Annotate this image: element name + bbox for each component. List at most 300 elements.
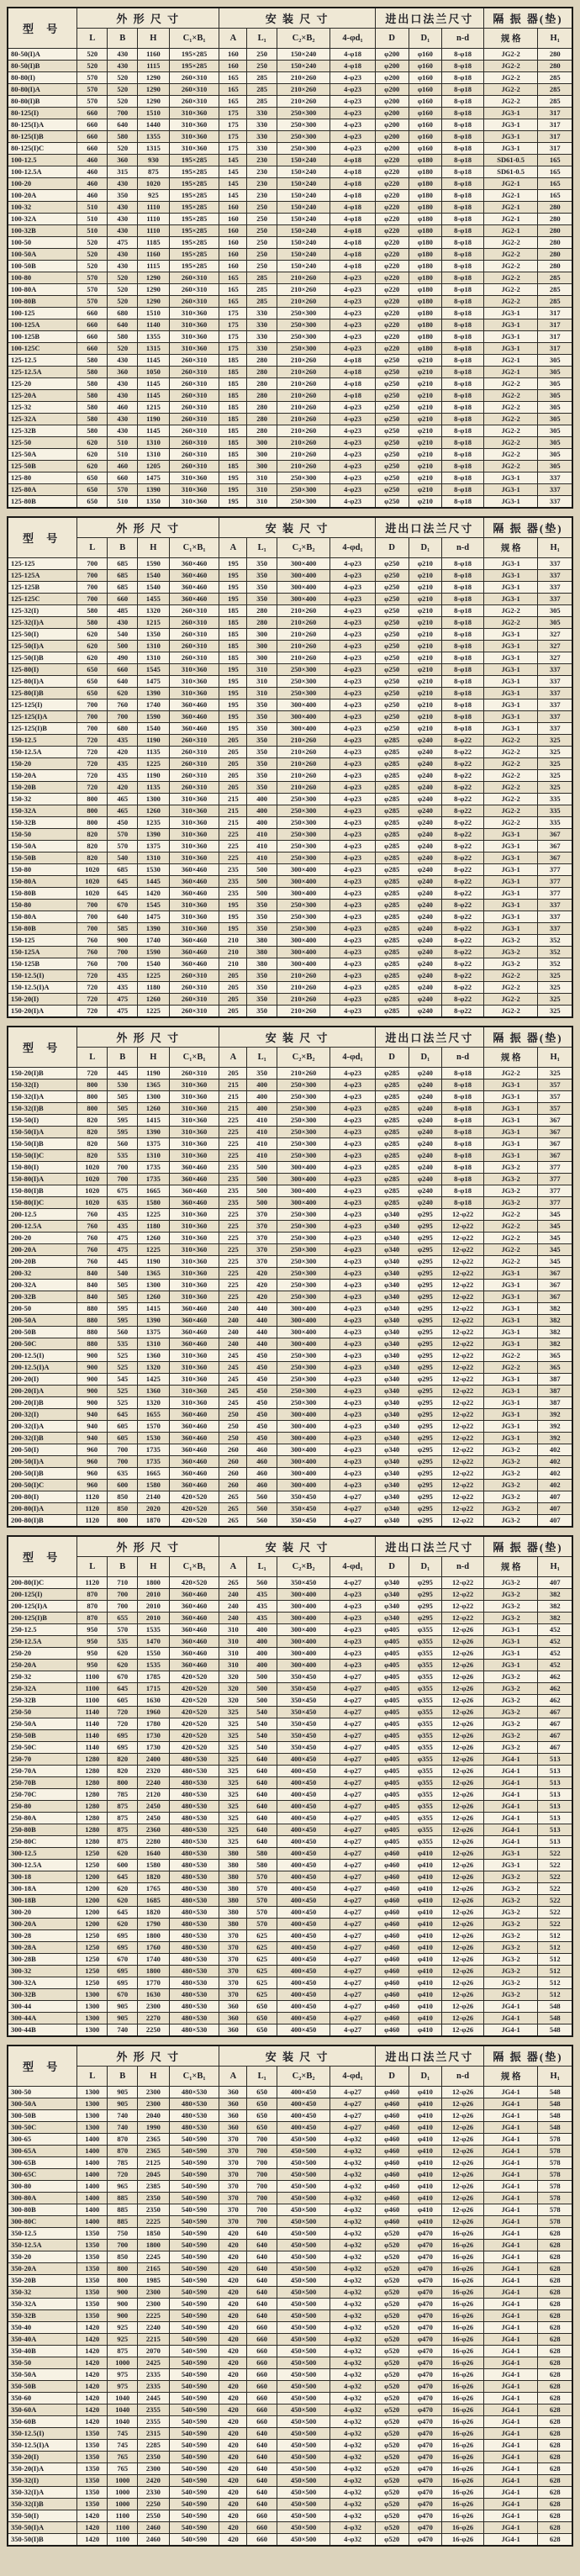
cell-model: 125-80B: [8, 496, 77, 509]
cell-D: φ285: [375, 1091, 409, 1103]
cell-C1xB1: 260×310: [169, 970, 219, 982]
cell-B: 475: [108, 1006, 138, 1018]
header-group-outline: 外 形 尺 寸: [77, 1027, 219, 1048]
cell-L: 1400: [77, 2204, 108, 2216]
table-row: [8, 1433, 572, 1444]
cell-L: 1420: [77, 2522, 108, 2534]
cell-L: 760: [77, 1233, 108, 1244]
cell-n-d: 8-φ22: [442, 735, 484, 747]
cell-A: 310: [219, 1636, 247, 1648]
cell-4-phi-d1: 4-φ18: [330, 355, 376, 367]
cell-spec: JG2-1: [483, 190, 538, 202]
cell-C1xB1: 195×285: [169, 237, 219, 249]
cell-n-d: 12-φ22: [442, 1280, 484, 1291]
cell-A: 225: [219, 1244, 247, 1256]
cell-L1: 580: [247, 1848, 277, 1860]
cell-4-phi-d1: 4-φ27: [330, 2122, 376, 2134]
table-row: [8, 1919, 572, 1930]
table-row: [8, 1150, 572, 1162]
cell-n-d: 16-φ26: [442, 2499, 484, 2510]
cell-n-d: 12-φ26: [442, 1871, 484, 1883]
cell-A: 420: [219, 2404, 247, 2416]
cell-D: φ460: [375, 1954, 409, 1966]
cell-model: 150-20: [8, 758, 77, 770]
cell-H: 1990: [138, 2122, 170, 2134]
cell-spec: JG3-1: [483, 343, 538, 355]
cell-C2xB2: 300×400: [277, 1636, 330, 1648]
header-col-A: A: [219, 1048, 247, 1068]
cell-L1: 650: [247, 2001, 277, 2013]
cell-D1: φ355: [409, 1671, 442, 1683]
cell-H: 1360: [138, 1350, 170, 1362]
table-row: [8, 1138, 572, 1150]
cell-A: 325: [219, 1801, 247, 1813]
cell-C2xB2: 300×400: [277, 1468, 330, 1480]
cell-D1: φ410: [409, 1883, 442, 1895]
cell-B: 1040: [108, 2393, 138, 2404]
cell-C1xB1: 260×310: [169, 652, 219, 664]
cell-D1: φ295: [409, 1589, 442, 1601]
cell-H: 2420: [138, 2475, 170, 2487]
cell-L: 1250: [77, 1966, 108, 1977]
cell-L1: 640: [247, 1824, 277, 1836]
cell-C2xB2: 250×300: [277, 1115, 330, 1127]
table-row: [8, 699, 572, 711]
table-row: [8, 1636, 572, 1648]
cell-D1: φ240: [409, 970, 442, 982]
cell-C2xB2: 150×240: [277, 61, 330, 72]
cell-4-phi-d1: 4-φ27: [330, 1848, 376, 1860]
cell-C2xB2: 450×500: [277, 2510, 330, 2522]
cell-C2xB2: 300×400: [277, 864, 330, 876]
cell-D: φ250: [375, 605, 409, 617]
cell-L: 880: [77, 1303, 108, 1315]
cell-H1: 325: [538, 970, 572, 982]
cell-L1: 640: [247, 2287, 277, 2299]
cell-4-phi-d1: 4-φ23: [330, 1244, 376, 1256]
cell-L1: 285: [247, 84, 277, 96]
table-row: [8, 2098, 572, 2110]
cell-C2xB2: 400×450: [277, 1836, 330, 1848]
cell-spec: JG4-1: [483, 2216, 538, 2228]
cell-C1xB1: 360×460: [169, 1327, 219, 1338]
cell-H: 1290: [138, 72, 170, 84]
cell-spec: JG3-1: [483, 319, 538, 331]
cell-4-phi-d1: 4-φ23: [330, 558, 376, 570]
cell-H: 2350: [138, 2452, 170, 2463]
cell-H1: 382: [538, 1327, 572, 1338]
cell-C2xB2: 400×450: [277, 1930, 330, 1942]
cell-H: 1535: [138, 1660, 170, 1671]
cell-spec: JG3-1: [483, 1386, 538, 1397]
cell-D: φ340: [375, 1397, 409, 1409]
cell-D: φ520: [375, 2299, 409, 2310]
cell-L1: 300: [247, 449, 277, 461]
cell-H: 1365: [138, 1079, 170, 1091]
cell-C1xB1: 420×520: [169, 1718, 219, 1730]
cell-n-d: 12-φ22: [442, 1480, 484, 1491]
cell-L1: 380: [247, 935, 277, 947]
cell-model: 300-80B: [8, 2204, 77, 2216]
cell-L: 660: [77, 308, 108, 319]
cell-model: 100-80B: [8, 296, 77, 308]
header-col-H: H: [138, 1557, 170, 1577]
cell-C1xB1: 540×590: [169, 2299, 219, 2310]
cell-C2xB2: 400×450: [277, 2122, 330, 2134]
cell-H: 2280: [138, 1836, 170, 1848]
table-row: [8, 1421, 572, 1433]
table-row: [8, 2369, 572, 2381]
cell-n-d: 16-φ26: [442, 2404, 484, 2416]
cell-spec: JG2-2: [483, 49, 538, 61]
cell-n-d: 8-φ18: [442, 472, 484, 484]
table-row: [8, 343, 572, 355]
header-col-H: H: [138, 538, 170, 558]
cell-L: 650: [77, 484, 108, 496]
cell-D: φ285: [375, 817, 409, 829]
cell-B: 695: [108, 1742, 138, 1754]
cell-A: 325: [219, 1742, 247, 1754]
cell-B: 660: [108, 472, 138, 484]
cell-L: 720: [77, 747, 108, 758]
cell-L1: 230: [247, 178, 277, 190]
cell-model: 250-70A: [8, 1766, 77, 1777]
cell-A: 225: [219, 1256, 247, 1268]
cell-C2xB2: 250×300: [277, 900, 330, 911]
cell-C2xB2: 400×450: [277, 1989, 330, 2001]
cell-C2xB2: 450×500: [277, 2487, 330, 2499]
cell-D1: φ410: [409, 1942, 442, 1954]
cell-B: 605: [108, 1433, 138, 1444]
cell-L: 1100: [77, 1683, 108, 1695]
cell-A: 185: [219, 378, 247, 390]
table-row: [8, 1503, 572, 1515]
cell-C1xB1: 310×360: [169, 1256, 219, 1268]
cell-4-phi-d1: 4-φ23: [330, 805, 376, 817]
cell-A: 195: [219, 699, 247, 711]
cell-4-phi-d1: 4-φ23: [330, 1291, 376, 1303]
cell-D1: φ355: [409, 1824, 442, 1836]
cell-C1xB1: 540×590: [169, 2416, 219, 2428]
cell-H1: 305: [538, 355, 572, 367]
cell-C2xB2: 450×500: [277, 2393, 330, 2404]
cell-D1: φ240: [409, 735, 442, 747]
cell-C1xB1: 195×285: [169, 190, 219, 202]
cell-D1: φ295: [409, 1233, 442, 1244]
cell-D: φ220: [375, 214, 409, 225]
cell-B: 485: [108, 605, 138, 617]
cell-C1xB1: 360×460: [169, 1185, 219, 1197]
cell-4-phi-d1: 4-φ23: [330, 735, 376, 747]
cell-spec: JG4-1: [483, 1801, 538, 1813]
cell-4-phi-d1: 4-φ23: [330, 449, 376, 461]
cell-B: 430: [108, 178, 138, 190]
cell-4-phi-d1: 4-φ23: [330, 1103, 376, 1115]
cell-C1xB1: 420×520: [169, 1515, 219, 1528]
cell-B: 875: [108, 1824, 138, 1836]
cell-H1: 578: [538, 2146, 572, 2157]
cell-H1: 337: [538, 496, 572, 509]
table-row: [8, 688, 572, 699]
cell-A: 420: [219, 2440, 247, 2452]
cell-B: 700: [108, 108, 138, 119]
cell-model: 200-125(I): [8, 1589, 77, 1601]
cell-n-d: 12-φ22: [442, 1433, 484, 1444]
cell-4-phi-d1: 4-φ23: [330, 617, 376, 629]
cell-spec: JG2-1: [483, 225, 538, 237]
table-row: [8, 2013, 572, 2024]
cell-D1: φ410: [409, 2204, 442, 2216]
cell-H: 1375: [138, 1138, 170, 1150]
cell-H1: 305: [538, 461, 572, 472]
cell-H: 1145: [138, 378, 170, 390]
cell-H: 2010: [138, 1589, 170, 1601]
table-row: [8, 449, 572, 461]
cell-H: 1310: [138, 449, 170, 461]
header-group-flange: 进出口法兰尺寸: [375, 8, 483, 29]
cell-H: 1545: [138, 664, 170, 676]
cell-L1: 460: [247, 1468, 277, 1480]
cell-H: 1145: [138, 390, 170, 402]
cell-D1: φ240: [409, 1079, 442, 1091]
cell-4-phi-d1: 4-φ32: [330, 2240, 376, 2251]
cell-H: 1390: [138, 484, 170, 496]
cell-A: 195: [219, 923, 247, 935]
cell-H1: 628: [538, 2228, 572, 2240]
cell-H: 1235: [138, 817, 170, 829]
cell-D: φ285: [375, 841, 409, 853]
table-row: [8, 484, 572, 496]
cell-model: 200-50(I)C: [8, 1480, 77, 1491]
cell-C2xB2: 450×500: [277, 2204, 330, 2216]
cell-L: 580: [77, 390, 108, 402]
cell-n-d: 8-φ22: [442, 1006, 484, 1018]
cell-spec: JG3-2: [483, 1930, 538, 1942]
cell-H1: 462: [538, 1683, 572, 1695]
cell-spec: JG3-2: [483, 1966, 538, 1977]
cell-D1: φ210: [409, 378, 442, 390]
cell-H1: 512: [538, 1930, 572, 1942]
cell-L1: 350: [247, 582, 277, 594]
cell-H1: 367: [538, 1291, 572, 1303]
cell-n-d: 12-φ22: [442, 1601, 484, 1613]
cell-spec: JG3-2: [483, 1695, 538, 1707]
cell-B: 695: [108, 1977, 138, 1989]
cell-L1: 250: [247, 49, 277, 61]
cell-L1: 650: [247, 2087, 277, 2098]
header-model: 型 号: [8, 1027, 77, 1068]
cell-L1: 300: [247, 437, 277, 449]
cell-L1: 450: [247, 1397, 277, 1409]
header-col-C1xB1: C₁×B₁: [169, 1557, 219, 1577]
cell-model: 350-32A: [8, 2299, 77, 2310]
cell-A: 250: [219, 1421, 247, 1433]
cell-4-phi-d1: 4-φ23: [330, 629, 376, 641]
cell-B: 885: [108, 2193, 138, 2204]
cell-C2xB2: 400×450: [277, 1754, 330, 1766]
cell-H: 1850: [138, 2228, 170, 2240]
cell-model: 300-44: [8, 2001, 77, 2013]
cell-L1: 285: [247, 272, 277, 284]
cell-D1: φ240: [409, 982, 442, 994]
cell-spec: JG2-2: [483, 437, 538, 449]
cell-L: 520: [77, 249, 108, 261]
cell-C1xB1: 480×530: [169, 1813, 219, 1824]
cell-D1: φ295: [409, 1386, 442, 1397]
cell-B: 745: [108, 2440, 138, 2452]
cell-model: 300-50: [8, 2087, 77, 2098]
table-row: [8, 1409, 572, 1421]
cell-n-d: 8-φ18: [442, 629, 484, 641]
cell-C2xB2: 450×500: [277, 2440, 330, 2452]
cell-C1xB1: 540×590: [169, 2157, 219, 2169]
cell-model: 300-80: [8, 2181, 77, 2193]
cell-model: 300-65C: [8, 2169, 77, 2181]
cell-H: 2360: [138, 1824, 170, 1836]
cell-D1: φ210: [409, 617, 442, 629]
cell-L1: 350: [247, 747, 277, 758]
cell-A: 215: [219, 1079, 247, 1091]
header-group-isolator: 隔 振 器(垫): [483, 517, 572, 538]
cell-L1: 650: [247, 2122, 277, 2134]
cell-A: 210: [219, 958, 247, 970]
cell-C2xB2: 250×300: [277, 923, 330, 935]
cell-L1: 350: [247, 758, 277, 770]
cell-H: 1225: [138, 758, 170, 770]
cell-L1: 700: [247, 2181, 277, 2193]
cell-H: 1715: [138, 1683, 170, 1695]
cell-L1: 440: [247, 1303, 277, 1315]
table-row: [8, 1577, 572, 1589]
table-row: [8, 472, 572, 484]
cell-C2xB2: 300×400: [277, 723, 330, 735]
cell-model: 350-20A: [8, 2263, 77, 2275]
cell-A: 195: [219, 723, 247, 735]
cell-H1: 628: [538, 2322, 572, 2334]
table-row: [8, 2499, 572, 2510]
cell-D: φ340: [375, 1421, 409, 1433]
cell-L: 620: [77, 449, 108, 461]
table-row: [8, 1966, 572, 1977]
cell-D1: φ410: [409, 2024, 442, 2037]
cell-A: 145: [219, 166, 247, 178]
cell-L: 510: [77, 202, 108, 214]
cell-C1xB1: 480×530: [169, 2087, 219, 2098]
cell-D: φ250: [375, 676, 409, 688]
cell-4-phi-d1: 4-φ23: [330, 876, 376, 888]
cell-n-d: 8-φ18: [442, 402, 484, 414]
cell-C1xB1: 360×460: [169, 699, 219, 711]
cell-C1xB1: 540×590: [169, 2381, 219, 2393]
cell-4-phi-d1: 4-φ23: [330, 1327, 376, 1338]
cell-4-phi-d1: 4-φ23: [330, 652, 376, 664]
cell-L: 1140: [77, 1742, 108, 1754]
cell-model: 150-20B: [8, 782, 77, 794]
cell-spec: JG3-1: [483, 664, 538, 676]
cell-4-phi-d1: 4-φ23: [330, 676, 376, 688]
cell-L1: 640: [247, 2251, 277, 2263]
table-row: [8, 2346, 572, 2357]
cell-L: 460: [77, 166, 108, 178]
cell-L: 1420: [77, 2404, 108, 2416]
cell-H: 1360: [138, 1386, 170, 1397]
cell-D1: φ410: [409, 2146, 442, 2157]
table-row: [8, 1444, 572, 1456]
cell-4-phi-d1: 4-φ23: [330, 331, 376, 343]
cell-L: 650: [77, 472, 108, 484]
cell-model: 150-32A: [8, 805, 77, 817]
cell-D: φ520: [375, 2416, 409, 2428]
cell-C1xB1: 310×360: [169, 1150, 219, 1162]
header-col-L1: L₁: [247, 29, 277, 49]
cell-L: 1420: [77, 2322, 108, 2334]
cell-A: 240: [219, 1601, 247, 1613]
cell-spec: JG3-1: [483, 143, 538, 155]
cell-L1: 380: [247, 958, 277, 970]
cell-D: φ285: [375, 1068, 409, 1079]
cell-D: φ460: [375, 2204, 409, 2216]
table-row: [8, 1954, 572, 1966]
cell-4-phi-d1: 4-φ23: [330, 1091, 376, 1103]
cell-L: 460: [77, 178, 108, 190]
table-row: [8, 1777, 572, 1789]
table-row: [8, 947, 572, 958]
cell-n-d: 12-φ26: [442, 1648, 484, 1660]
cell-4-phi-d1: 4-φ23: [330, 829, 376, 841]
cell-D1: φ410: [409, 1895, 442, 1907]
cell-L: 960: [77, 1456, 108, 1468]
cell-C1xB1: 360×460: [169, 711, 219, 723]
cell-B: 620: [108, 688, 138, 699]
cell-D: φ340: [375, 1468, 409, 1480]
cell-spec: JG4-1: [483, 2287, 538, 2299]
cell-C1xB1: 420×520: [169, 1730, 219, 1742]
cell-n-d: 12-φ22: [442, 1456, 484, 1468]
cell-C1xB1: 480×530: [169, 1966, 219, 1977]
cell-L1: 650: [247, 2098, 277, 2110]
cell-4-phi-d1: 4-φ18: [330, 202, 376, 214]
cell-4-phi-d1: 4-φ23: [330, 308, 376, 319]
cell-C2xB2: 400×450: [277, 1942, 330, 1954]
cell-model: 150-80(I)C: [8, 1197, 77, 1209]
cell-C2xB2: 150×240: [277, 202, 330, 214]
cell-H: 1740: [138, 935, 170, 947]
cell-C1xB1: 540×590: [169, 2181, 219, 2193]
cell-D: φ285: [375, 805, 409, 817]
cell-H1: 382: [538, 1613, 572, 1624]
cell-H: 1160: [138, 49, 170, 61]
cell-A: 265: [219, 1491, 247, 1503]
cell-D1: φ240: [409, 782, 442, 794]
cell-C2xB2: 250×300: [277, 829, 330, 841]
cell-C1xB1: 360×460: [169, 888, 219, 900]
cell-D: φ520: [375, 2475, 409, 2487]
cell-L1: 500: [247, 1197, 277, 1209]
cell-model: 100-80A: [8, 284, 77, 296]
cell-B: 430: [108, 249, 138, 261]
cell-n-d: 12-φ26: [442, 2181, 484, 2193]
cell-spec: JG2-2: [483, 1209, 538, 1221]
cell-H: 1445: [138, 876, 170, 888]
cell-C1xB1: 310×360: [169, 496, 219, 509]
cell-L1: 400: [247, 1660, 277, 1671]
cell-spec: JG4-1: [483, 2122, 538, 2134]
cell-H: 1390: [138, 923, 170, 935]
cell-C1xB1: 360×460: [169, 958, 219, 970]
cell-C2xB2: 300×400: [277, 1327, 330, 1338]
cell-C1xB1: 310×360: [169, 817, 219, 829]
cell-L1: 285: [247, 296, 277, 308]
